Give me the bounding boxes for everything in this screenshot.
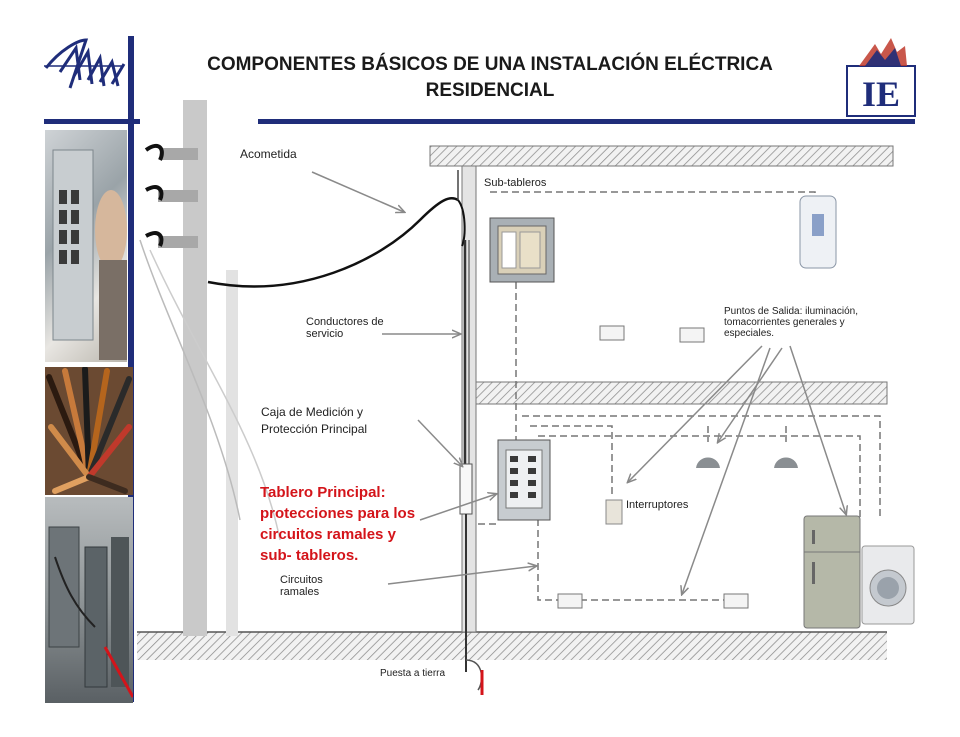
- service-drop-cable: [208, 198, 458, 286]
- ground-slab: [137, 632, 887, 660]
- right-logo-text: IE: [861, 74, 901, 114]
- label-puntos-line-2: tomacorrientes generales y: [724, 317, 845, 328]
- refrigerator: [804, 516, 860, 628]
- label-caja-line-2: Protección Principal: [261, 422, 368, 436]
- ceiling-lamps: [696, 458, 798, 469]
- floor-slab: [474, 382, 887, 404]
- title-line-2: RESIDENCIAL: [425, 80, 555, 101]
- title-line-1: COMPONENTES BÁSICOS DE UNA INSTALACIÓN ELÉCTRICA: [207, 54, 773, 75]
- label-tablero-principal: [260, 482, 415, 566]
- label-circuitos-line-1: Circuitos: [280, 574, 323, 586]
- label-caja-line-1: Caja de Medición y: [261, 405, 364, 419]
- roof-slab: [430, 146, 893, 166]
- label-acometida: Acometida: [240, 147, 297, 161]
- label-interruptores: Interruptores: [626, 499, 689, 511]
- label-conductores-line-1: Conductores de: [306, 316, 384, 328]
- washing-machine: [862, 546, 914, 624]
- water-heater: [800, 196, 836, 268]
- label-tablero-line-3: circuitos ramales y: [260, 526, 396, 543]
- label-circuitos-line-2: ramales: [280, 586, 320, 598]
- label-circuitos-ramales: [280, 574, 323, 598]
- main-panel: [498, 440, 550, 520]
- label-conductores-line-2: servicio: [306, 328, 344, 340]
- label-puntos-line-3: especiales.: [724, 328, 775, 339]
- sub-panel: [490, 218, 554, 282]
- label-puesta-tierra: Puesta a tierra: [380, 668, 446, 679]
- utility-poles: [140, 100, 280, 636]
- label-conductores: [306, 316, 384, 340]
- light-switch: [606, 500, 622, 524]
- meter-box: [460, 464, 472, 514]
- label-puntos-line-1: Puntos de Salida: iluminación,: [724, 306, 858, 317]
- label-tablero-line-4: sub- tableros.: [260, 547, 359, 564]
- label-sub-tableros: Sub-tableros: [484, 177, 547, 189]
- label-puntos-salida: [724, 306, 858, 339]
- label-tablero-line-2: protecciones para los: [260, 505, 416, 522]
- label-tablero-line-1: Tablero Principal:: [260, 484, 386, 501]
- label-caja-medicion: [261, 404, 367, 438]
